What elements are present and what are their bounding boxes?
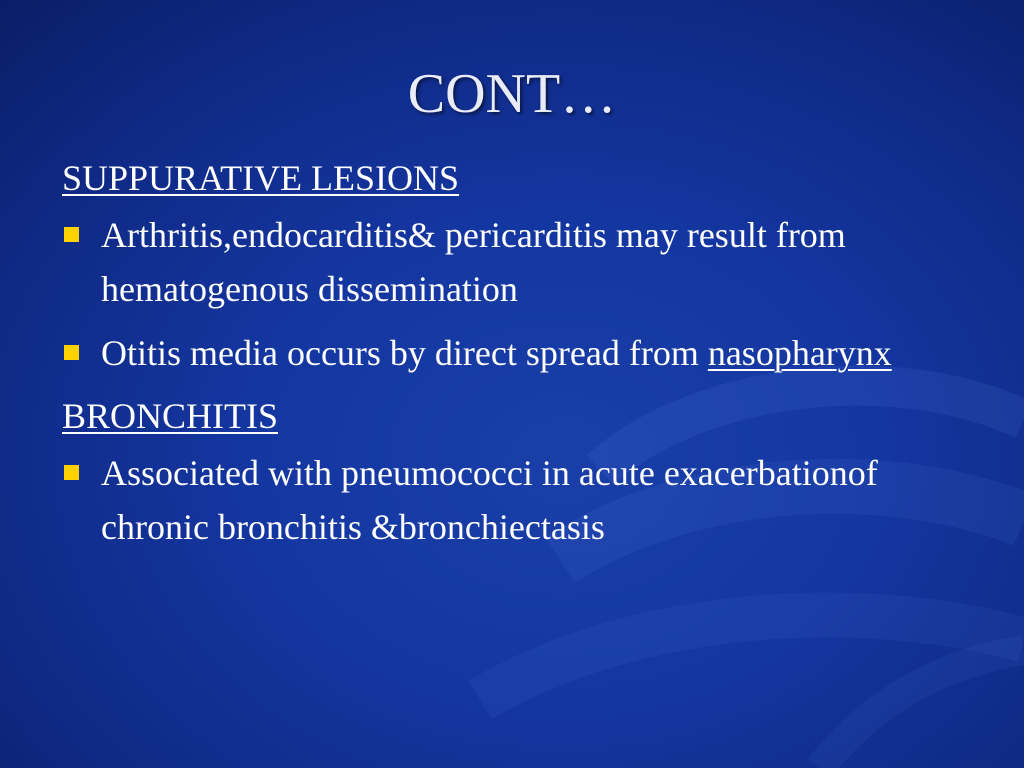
square-bullet-icon xyxy=(64,465,79,480)
bullet-list-suppurative xyxy=(62,208,962,380)
slide-content xyxy=(62,152,962,564)
bullet-list-bronchitis xyxy=(62,446,962,554)
bullet-text: Arthritis,endocarditis& pericarditis may result from hematogenous dissemination xyxy=(101,215,846,309)
bullet-item xyxy=(62,208,962,316)
underlined-term-nasopharynx: nasopharynx xyxy=(707,333,892,373)
square-bullet-icon xyxy=(64,345,79,360)
bullet-item xyxy=(62,326,962,380)
section-heading-bronchitis: BRONCHITIS xyxy=(62,396,279,436)
bullet-item xyxy=(62,446,962,554)
bullet-text: Otitis media occurs by direct spread from xyxy=(101,333,708,373)
square-bullet-icon xyxy=(64,227,79,242)
slide-title: CONT… xyxy=(407,63,617,125)
bullet-text: Associated with pneumococci in acute exacerbationof chronic bronchitis &bronchiectasis xyxy=(101,453,878,547)
section-heading-suppurative-lesions: SUPPURATIVE LESIONS xyxy=(62,158,460,198)
